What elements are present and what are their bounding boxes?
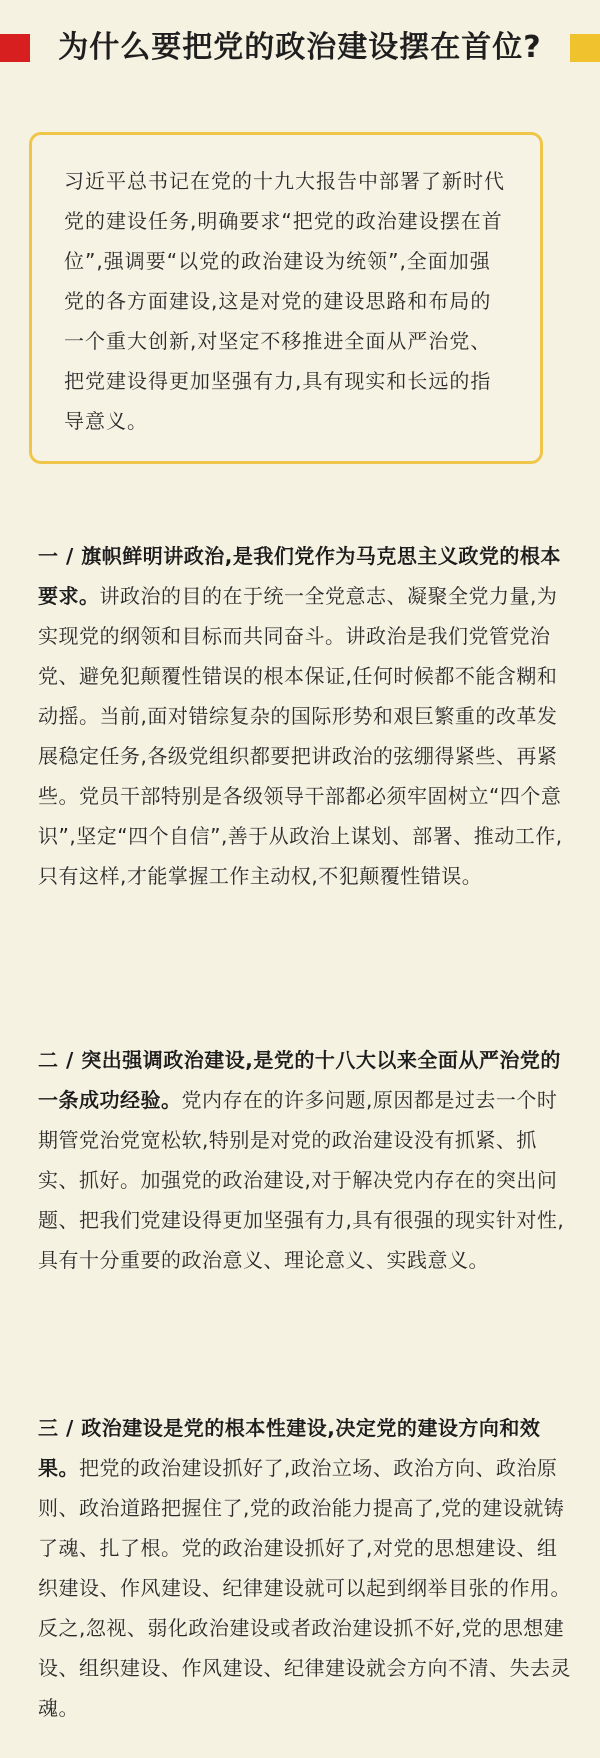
intro-text: 习近平总书记在党的十九大报告中部署了新时代党的建设任务,明确要求“把党的政治建设摆在首位”,强调要“以党的政治建设为统领”,全面加强党的各方面建设,这是对党的建设思路和布局的一个重大创新,对坚定不移推进全面从严治党、把党建设得更加坚强有力,具有现实和长远的指导意义。	[64, 169, 505, 433]
section-one-body: 讲政治的目的在于统一全党意志、凝聚全党力量,为实现党的纲领和目标而共同奋斗。讲政治是我们党管党治党、避免犯颠覆性错误的根本保证,任何时候都不能含糊和动摇。当前,面对错综复杂的国际形势和艰巨繁重的改革发展稳定任务,各级党组织都要把讲政治的弦绷得紧些、再紧些。党员干部特别是各级领导干部都必须牢固树立“四个意识”,坚定“四个自信”,善于从政治上谋划、部署、推动工作,只有这样,才能掌握工作主动权,不犯颠覆性错误。	[38, 584, 563, 888]
intro-box	[29, 132, 543, 464]
section-three-body: 把党的政治建设抓好了,政治立场、政治方向、政治原则、政治道路把握住了,党的政治能力提高了,党的建设就铸了魂、扎了根。党的政治建设抓好了,对党的思想建设、组织建设、作风建设、纪律建设就可以起到纲举目张的作用。反之,忽视、弱化政治建设或者政治建设抓不好,党的思想建设、组织建设、作风建设、纪律建设就会方向不清、失去灵魂。	[38, 1456, 571, 1720]
page-title: 为什么要把党的政治建设摆在首位?	[58, 30, 542, 65]
section-two-lead: 二 / 突出强调政治建设,是党的十八大以来全面从严治党的一条成功经验。	[38, 1048, 561, 1112]
section-three	[38, 1408, 573, 1728]
section-one-lead: 一 / 旗帜鲜明讲政治,是我们党作为马克思主义政党的根本要求。	[38, 544, 561, 608]
section-two	[38, 1040, 573, 1280]
section-two-body: 党内存在的许多问题,原因都是过去一个时期管党治党宽松软,特别是对党的政治建设没有抓紧、抓实、抓好。加强党的政治建设,对于解决党内存在的突出问题、把我们党建设得更加坚强有力,具有很强的现实针对性,具有十分重要的政治意义、理论意义、实践意义。	[38, 1088, 565, 1272]
yellow-accent-bar	[570, 34, 600, 62]
section-three-lead: 三 / 政治建设是党的根本性建设,决定党的建设方向和效果。	[38, 1416, 541, 1480]
section-one	[38, 536, 573, 896]
page-header	[0, 20, 600, 72]
